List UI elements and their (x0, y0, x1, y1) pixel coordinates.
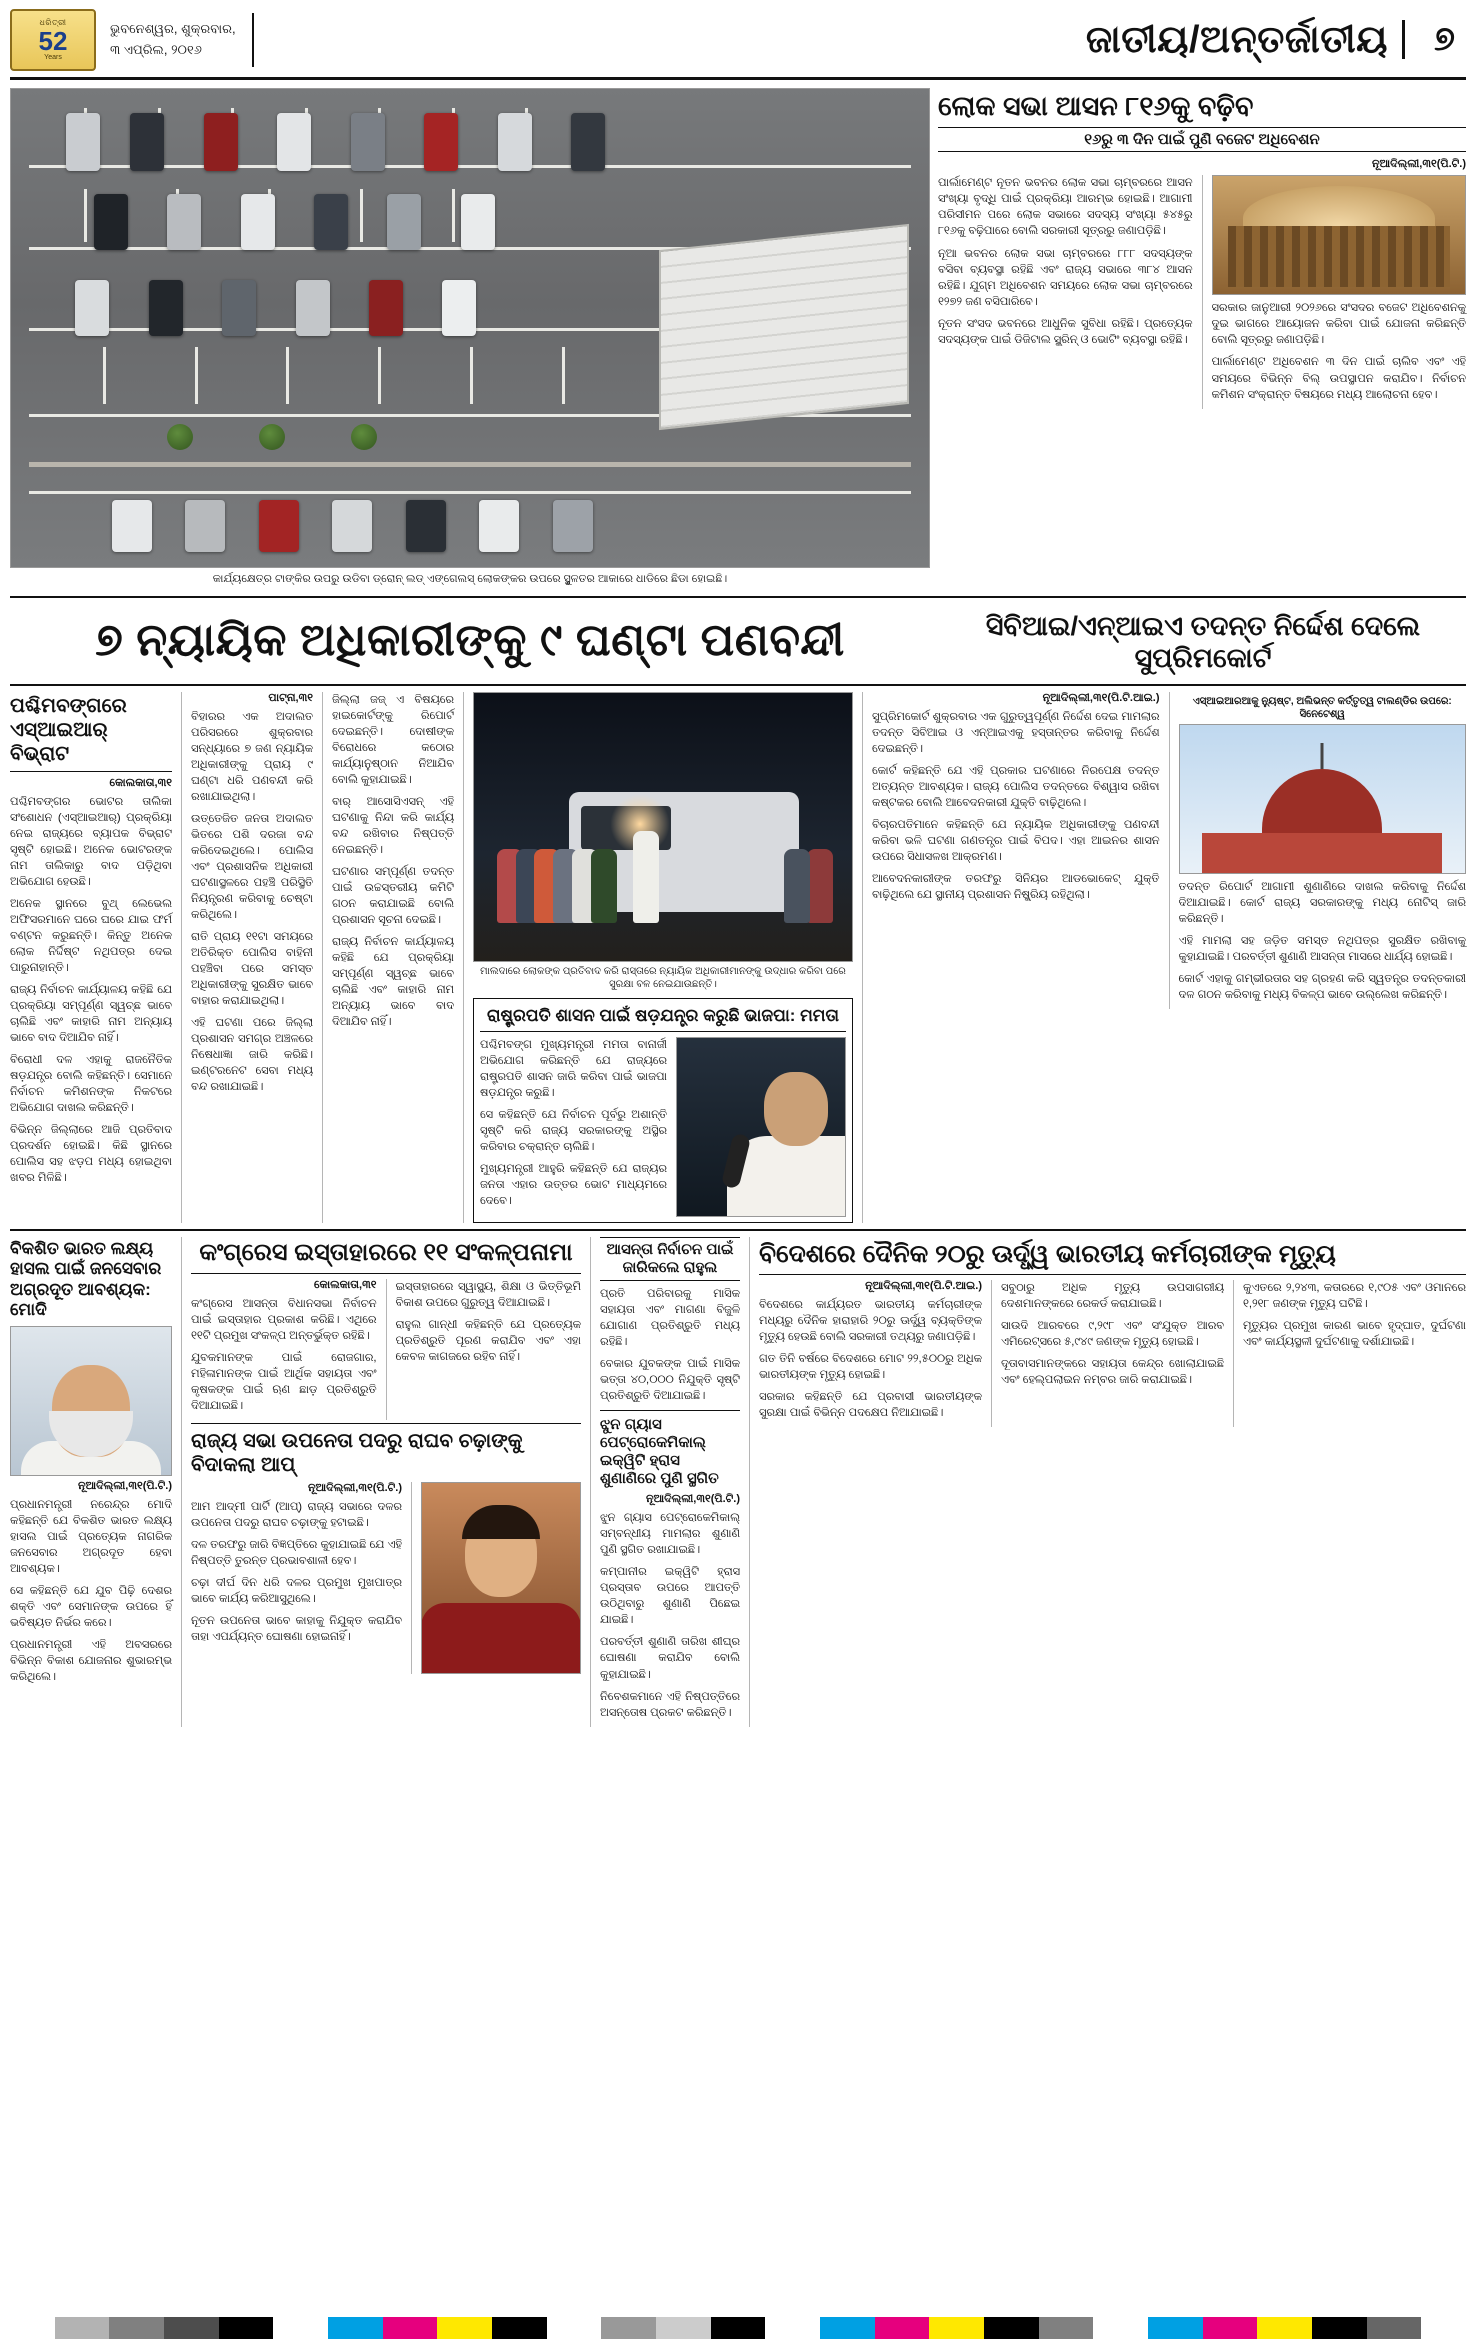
sc-photo-caption: ଏସ୍‌ଆଇଆରଆକୁ ନ୍ୟୁଷ୍ଟ, ଅଲିଭନ୍ତ କର୍ତ୍ତୃତ୍ୱ ଟାଲଣ୍ଡିର ଉପରେ: ସିନେଟେଶ୍ୱ (1192, 695, 1452, 720)
rahul-side-headline: ଆସନ୍ତା ନିର୍ବାଚନ ପାଇଁ ଜାରିକଲେ ରାହୁଲ (606, 1241, 734, 1277)
sc-cbi-col-1 (872, 692, 1160, 1009)
colorbar-segment (383, 2317, 438, 2339)
colorbar-segment (1039, 2317, 1094, 2339)
colorbar-segment (437, 2317, 492, 2339)
sc-cbi-byline: ନୂଆଦିଲ୍ଲୀ,୩୧(ପି.ଟି.ଆଇ.) (1042, 691, 1160, 704)
rescue-night-photo (473, 692, 853, 962)
paragraph: ବେକାର ଯୁବକଙ୍କ ପାଇଁ ମାସିକ ଭତ୍ତା ୪୦,୦୦୦ ନିଯୁକ୍ତି ସୃଷ୍ଟି ପ୍ରତିଶ୍ରୁତି ଦିଆଯାଇଛି। (600, 1358, 740, 1403)
colorbar-segment (765, 2317, 820, 2339)
paragraph: ପାର୍ଲାମେଣ୍ଟ ଅଧିବେଶନ ୩ ଦିନ ପାଇଁ ଚାଲିବ ଏବଂ ଏହି ସମୟରେ ବିଭିନ୍ନ ବିଲ୍‌ ଉପସ୍ଥାପନ କରାଯିବ। ନିର୍ବାଚନ କମିଶନ ସଂକ୍ରାନ୍ତ ବିଷୟରେ ମଧ୍ୟ ଆଲୋଚନା ହେବ। (1211, 356, 1466, 401)
paragraph: ସେ କହିଛନ୍ତି ଯେ ଯୁବ ପିଢ଼ି ଦେଶର ଶକ୍ତି ଏବଂ ସେମାନଙ୍କ ଉପରେ ହିଁ ଭବିଷ୍ୟତ ନିର୍ଭର କରେ। (10, 1584, 172, 1629)
dateline-date: ୩ ଏପ୍ରିଲ, ୨୦୧୬ (110, 41, 202, 57)
middle-zone (10, 692, 1466, 1223)
paragraph: ଉତ୍ତେଜିତ ଜନତା ଅଦାଲତ ଭିତରେ ପଶି ଦରଜା ବନ୍ଦ କରିଦେଇଥିଲେ। ପୋଲିସ ଏବଂ ପ୍ରଶାସନିକ ଅଧିକାରୀ ଘଟଣାସ୍ଥଳରେ ପହଞ୍ଚି ପରିସ୍ଥିତି ନିୟନ୍ତ୍ରଣ କରିବାକୁ ଚେଷ୍ଟା କରିଥିଲେ। (191, 812, 313, 921)
paragraph: ତଦନ୍ତ ରିପୋର୍ଟ ଆଗାମୀ ଶୁଣାଣିରେ ଦାଖଲ କରିବାକୁ ନିର୍ଦ୍ଦେଶ ଦିଆଯାଇଛି। କୋର୍ଟ ରାଜ୍ୟ ସରକାରଙ୍କୁ ମଧ୍ୟ ନୋଟିସ୍‌ ଜାରି କରିଛନ୍ତି। (1178, 880, 1466, 925)
top-area (10, 88, 1466, 592)
hostage-col-1 (181, 692, 313, 1223)
parking-lot-aerial-image (11, 89, 929, 567)
modi-headline: ବିକଶିତ ଭାରତ ଲକ୍ଷ୍ୟ ହାସଲ ପାଇଁ ଜନସେବାର ଅଗ୍ରଦୂତ ଆବଶ୍ୟକ: ମୋଦି (10, 1239, 162, 1320)
hostage-col-2 (322, 692, 454, 1223)
colorbar-segment (1203, 2317, 1258, 2339)
mamata-banerjee-photo (676, 1037, 846, 1217)
paragraph: ପାର୍ଲାମେଣ୍ଟ ନୂତନ ଭବନର ଲୋକ ସଭା ଚାମ୍ବରରେ ଆସନ ସଂଖ୍ୟା ବୃଦ୍ଧି ପାଇଁ ପ୍ରକ୍ରିୟା ଆରମ୍ଭ ହୋଇଛି। ଆଗାମୀ ପରିସୀମନ ପରେ ଲୋକ ସଭାରେ ସଦସ୍ୟ ସଂଖ୍ୟା ୫୪୫ରୁ ୮୧୬କୁ ବଢ଼ିପାରେ ବୋଲି ସରକାରୀ ସୂତ୍ରରୁ ଜଣାପଡ଼ିଛି। (938, 177, 1193, 238)
colorbar-segment (1148, 2317, 1203, 2339)
sc-cbi-headline: ସିବିଆଇ/ଏନ୍‌ଆଇଏ ତଦନ୍ତ ନିର୍ଦ୍ଦେଶ ଦେଲେ ସୁପ୍ରିମକୋର୍ଟ (985, 610, 1421, 674)
paragraph: କୋର୍ଟ କହିଛନ୍ତି ଯେ ଏହି ପ୍ରକାର ଘଟଣାରେ ନିରପେକ୍ଷ ତଦନ୍ତ ଅତ୍ୟନ୍ତ ଆବଶ୍ୟକ। ରାଜ୍ୟ ପୋଲିସ ତଦନ୍ତରେ ବିଶ୍ୱାସ ରଖିବା କଷ୍ଟକର ବୋଲି ଆବେଦନକାରୀ ଯୁକ୍ତି ବାଢ଼ିଥିଲେ। (872, 764, 1160, 809)
congress-col-1 (191, 1279, 377, 1420)
paragraph: ଝୁନ ଗ୍ୟାସ ପେଟ୍ରୋକେମିକାଲ୍‌ ସମ୍ବନ୍ଧୀୟ ମାମଲାର ଶୁଣାଣି ପୁଣି ସ୍ଥଗିତ ରଖାଯାଇଛି। (600, 1512, 740, 1557)
abroad-col-3 (1233, 1280, 1466, 1427)
paragraph: କୋର୍ଟ ଏହାକୁ ଗମ୍ଭୀରତାର ସହ ଗ୍ରହଣ କରି ସ୍ୱତନ୍ତ୍ର ତଦନ୍ତକାରୀ ଦଳ ଗଠନ କରିବାକୁ ମଧ୍ୟ ବିକଳ୍ପ ଭାବେ ଉଲ୍ଲେଖ କରିଛନ୍ତି। (1178, 972, 1466, 1001)
paragraph: ନୂଆ ଭବନର ଲୋକ ସଭା ଚାମ୍ବରରେ ୮୮୮ ସଦସ୍ୟଙ୍କ ବସିବା ବ୍ୟବସ୍ଥା ରହିଛି ଏବଂ ରାଜ୍ୟ ସଭାରେ ୩୮୪ ଆସନ ରହିଛି। ଯୁଗ୍ମ ଅଧିବେଶନ ସମୟରେ ଲୋକ ସଭା ଚାମ୍ବରରେ ୧୨୭୨ ଜଣ ବସିପାରିବେ। (938, 247, 1193, 308)
narendra-modi-photo (10, 1326, 172, 1476)
paragraph: ଆମ ଆଦ୍ମୀ ପାର୍ଟି (ଆପ୍‌) ରାଜ୍ୟ ସଭାରେ ଦଳର ଉପନେତା ପଦରୁ ରାଘବ ଚଢ଼ାଙ୍କୁ ହଟାଇଛି। (191, 1501, 402, 1530)
paragraph: ଜିଲ୍ଲା ଜଜ୍‌ ଏ ବିଷୟରେ ହାଇକୋର୍ଟଙ୍କୁ ରିପୋର୍ଟ ଦେଇଛନ୍ତି। ଦୋଷୀଙ୍କ ବିରୋଧରେ କଠୋର କାର୍ଯ୍ୟାନୁଷ୍ଠାନ ନିଆଯିବ ବୋଲି କୁହାଯାଇଛି। (332, 693, 454, 786)
paragraph: ସବୁଠାରୁ ଅଧିକ ମୃତ୍ୟୁ ଉପସାଗରୀୟ ଦେଶମାନଙ୍କରେ ରେକର୍ଡ କରାଯାଇଛି। (1001, 1282, 1224, 1311)
colorbar-segment (929, 2317, 984, 2339)
petro-headline: ଝୁନ ଗ୍ୟାସ ପେଟ୍ରୋକେମିକାଲ୍‌ ଇକ୍ୱିଟି ହ୍ରାସ ଶୁଣାଣିରେ ପୁଣି ସ୍ଥଗିତ (600, 1416, 719, 1488)
paragraph: ଘଟଣାର ସମ୍ପୂର୍ଣ୍ଣ ତଦନ୍ତ ପାଇଁ ଉଚ୍ଚସ୍ତରୀୟ କମିଟି ଗଠନ କରାଯାଇଛି ବୋଲି ପ୍ରଶାସନ ସୂଚନା ଦେଇଛି। (332, 865, 454, 927)
colorbar-segment (1312, 2317, 1367, 2339)
rahul-petro-col (590, 1237, 740, 1727)
colorbar-segment (273, 2317, 328, 2339)
lok-sabha-col-2 (1202, 175, 1467, 408)
abroad-deaths-story (749, 1237, 1466, 1727)
paragraph: ପରବର୍ତ୍ତୀ ଶୁଣାଣି ତାରିଖ ଶୀଘ୍ର ଘୋଷଣା କରାଯିବ ବୋଲି କୁହାଯାଇଛି। (600, 1636, 740, 1681)
abroad-deaths-headline: ବିଦେଶରେ ଦୈନିକ ୨୦ରୁ ଊର୍ଦ୍ଧ୍ୱ ଭାରତୀୟ କର୍ମଚାରୀଙ୍କ ମୃତ୍ୟୁ (759, 1240, 1336, 1269)
colorbar-segment (1257, 2317, 1312, 2339)
aap-text-col (191, 1482, 402, 1674)
paragraph: ପଶ୍ଚିମବଙ୍ଗର ଭୋଟର ତାଲିକା ସଂଶୋଧନ (ଏସ୍‌ଆଇଆର୍‌) ପ୍ରକ୍ରିୟା ନେଇ ରାଜ୍ୟରେ ବ୍ୟାପକ ବିଭ୍ରାଟ ସୃଷ୍ଟି ହୋଇଛି। ଅନେକ ଭୋଟରଙ୍କ ନାମ ତାଲିକାରୁ ବାଦ ପଡ଼ିଥିବା ଅଭିଯୋଗ ହେଉଛି। (10, 795, 172, 888)
colorbar-segment (656, 2317, 711, 2339)
paragraph: ଆବେଦନକାରୀଙ୍କ ତରଫରୁ ସିନିୟର ଆଡଭୋକେଟ୍‌ ଯୁକ୍ତି ବାଢ଼ିଥିଲେ ଯେ ସ୍ଥାନୀୟ ପ୍ରଶାସନ ନିଷ୍କ୍ରିୟ ରହିଥିଲା। (872, 872, 1160, 901)
supreme-court-photo (1179, 724, 1467, 874)
modi-byline: ନୂଆଦିଲ୍ଲୀ,୩୧(ପି.ଟି.) (77, 1479, 172, 1492)
paragraph: ନିବେଶକମାନେ ଏହି ନିଷ୍ପତ୍ତିରେ ଅସନ୍ତୋଷ ପ୍ରକଟ କରିଛନ୍ତି। (600, 1690, 740, 1719)
colorbar-segment (55, 2317, 110, 2339)
colorbar-segment (492, 2317, 547, 2339)
paragraph: ପ୍ରଧାନମନ୍ତ୍ରୀ ଏହି ଅବସରରେ ବିଭିନ୍ନ ବିକାଶ ଯୋଜନାର ଶୁଭାରମ୍ଭ କରିଥିଲେ। (10, 1638, 172, 1683)
aap-headline: ରାଜ୍ୟ ସଭା ଉପନେତା ପଦରୁ ରାଘବ ଚଢ଼ାଙ୍କୁ ବିଦାକଲା ଆପ୍‌ (191, 1430, 523, 1477)
abroad-byline: ନୂଆଦିଲ୍ଲୀ,୩୧(ପି.ଟି.ଆଇ.) (865, 1280, 982, 1293)
paragraph: ନୂତନ ଉପନେତା ଭାବେ କାହାକୁ ନିଯୁକ୍ତ କରାଯିବ ତାହା ଏପର୍ଯ୍ୟନ୍ତ ଘୋଷଣା ହୋଇନାହିଁ। (191, 1615, 402, 1644)
parliament-chamber-photo (1212, 175, 1467, 295)
paragraph: କୁଏତରେ ୨,୨୪୩, କତାରରେ ୧,୯୦୫ ଏବଂ ଓମାନରେ ୧,୨୧୮ ଜଣଙ୍କ ମୃତ୍ୟୁ ଘଟିଛି। (1243, 1282, 1466, 1311)
lok-sabha-byline: ନୂଆଦିଲ୍ଲୀ,୩୧(ପି.ଟି.) (1371, 158, 1466, 171)
colorbar-segment (547, 2317, 602, 2339)
congress-aap-block (181, 1237, 581, 1727)
paragraph: ଗତ ତିନି ବର୍ଷରେ ବିଦେଶରେ ମୋଟ ୨୨,୫୦୦ରୁ ଅଧିକ ଭାରତୀୟଙ୍କ ମୃତ୍ୟୁ ହୋଇଛି। (759, 1353, 982, 1382)
paragraph: ନୂତନ ସଂସଦ ଭବନରେ ଆଧୁନିକ ସୁବିଧା ରହିଛି। ପ୍ରତ୍ୟେକ ସଦସ୍ୟଙ୍କ ପାଇଁ ଡିଜିଟାଲ ସ୍କ୍ରିନ୍‌ ଓ ଭୋଟିଂ ବ୍ୟବସ୍ଥା ରହିଛି। (938, 317, 1193, 346)
colorbar-segment (328, 2317, 383, 2339)
sc-cbi-story (862, 692, 1466, 1223)
colorbar-segment (875, 2317, 930, 2339)
paragraph: ପଶ୍ଚିମବଙ୍ଗ ମୁଖ୍ୟମନ୍ତ୍ରୀ ମମତା ବାନାର୍ଜୀ ଅଭିଯୋଗ କରିଛନ୍ତି ଯେ ରାଜ୍ୟରେ ରାଷ୍ଟ୍ରପତି ଶାସନ ଜାରି କରିବା ପାଇଁ ଭାଜପା ଷଡ଼ଯନ୍ତ୍ର କରୁଛି। (480, 1039, 667, 1100)
abroad-col-1 (759, 1280, 982, 1427)
page-number: ୭ (1402, 20, 1466, 59)
paragraph: ପ୍ରଧାନମନ୍ତ୍ରୀ ନରେନ୍ଦ୍ର ମୋଦି କହିଛନ୍ତି ଯେ ବିକଶିତ ଭାରତ ଲକ୍ଷ୍ୟ ହାସଲ ପାଇଁ ପ୍ରତ୍ୟେକ ନାଗରିକ ଜନସେବାର ଅଗ୍ରଦୂତ ହେବା ଆବଶ୍ୟକ। (10, 1498, 172, 1575)
lead-photo-block (10, 88, 930, 592)
paragraph: ବିହାରର ଏକ ଅଦାଲତ ପରିସରରେ ଶୁକ୍ରବାର ସନ୍ଧ୍ୟାରେ ୭ ଜଣ ନ୍ୟାୟିକ ଅଧିକାରୀଙ୍କୁ ପ୍ରାୟ ୯ ଘଣ୍ଟା ଧରି ପଣବନ୍ଦୀ କରି ରଖାଯାଇଥିଲା। (191, 710, 313, 803)
hostage-byline: ପାଟ୍‌ନା,୩୧ (268, 691, 313, 704)
wb-sir-byline: କୋଲକାତା,୩୧ (109, 776, 172, 789)
lok-sabha-col-1 (938, 175, 1193, 408)
lok-sabha-headline: ଲୋକ ସଭା ଆସନ ୮୧୬କୁ ବଢ଼ିବ (938, 91, 1254, 121)
colorbar-segment (1367, 2317, 1422, 2339)
colorbar-segment (164, 2317, 219, 2339)
wb-sir-story (10, 692, 172, 1223)
paragraph: ସରକାର କହିଛନ୍ତି ଯେ ପ୍ରବାସୀ ଭାରତୀୟଙ୍କ ସୁରକ୍ଷା ପାଇଁ ବିଭିନ୍ନ ପଦକ୍ଷେପ ନିଆଯାଇଛି। (759, 1391, 982, 1420)
paragraph: ସାଉଦି ଆରବରେ ୯,୨୯୮ ଏବଂ ସଂଯୁକ୍ତ ଆରବ ଏମିରେଟ୍‌ସରେ ୫,୯୪୯ ଜଣଙ୍କ ମୃତ୍ୟୁ ହୋଇଛି। (1001, 1320, 1224, 1349)
paragraph: ରାଜ୍ୟ ନିର୍ବାଚନ କାର୍ଯ୍ୟାଳୟ କହିଛି ଯେ ପ୍ରକ୍ରିୟା ସମ୍ପୂର୍ଣ୍ଣ ସ୍ୱଚ୍ଛ ଭାବେ ଚାଲିଛି ଏବଂ କାହାରି ନାମ ଅନ୍ୟାୟ ଭାବେ ବାଦ ଦିଆଯିବ ନାହିଁ। (332, 936, 454, 1029)
congress-headline: କଂଗ୍ରେସ ଇସ୍ତାହାରରେ ୧୧ ସଂକଳ୍ପନାମା (199, 1239, 573, 1267)
dateline (110, 13, 254, 67)
paragraph: ପ୍ରତି ପରିବାରକୁ ମାସିକ ସହାୟତା ଏବଂ ମାଗଣା ବିଜୁଳି ଯୋଗାଣ ପ୍ରତିଶ୍ରୁତି ମଧ୍ୟ ରହିଛି। (600, 1288, 740, 1349)
colorbar-segment (601, 2317, 656, 2339)
paragraph: ବିରୋଧୀ ଦଳ ଏହାକୁ ରାଜନୈତିକ ଷଡ଼ଯନ୍ତ୍ର ବୋଲି କହିଛନ୍ତି। ସେମାନେ ନିର୍ବାଚନ କମିଶନଙ୍କ ନିକଟରେ ଅଭିଯୋଗ ଦାଖଲ କରିଛନ୍ତି। (10, 1054, 172, 1115)
masthead (10, 8, 1466, 80)
lead-photo-caption: କାର୍ଯ୍ୟକ୍ଷେତ୍ର ଟାଙ୍କିର ଉପରୁ ଉଡିବା ଡ୍ରୋନ୍‌ ଲଡ୍‌ ଏଙ୍ଗେଲସ୍‌ ଲୋକଙ୍କର ଉପରେ ସ୍ଥୁଳତର ଆକାରେ ଧାଡିରେ ଛିଡା ହୋଇଛି। (212, 573, 728, 585)
lower-zone (10, 1237, 1466, 1727)
sc-cbi-col-2 (1169, 692, 1467, 1009)
paragraph: ସୁପ୍ରିମକୋର୍ଟ ଶୁକ୍ରବାର ଏକ ଗୁରୁତ୍ୱପୂର୍ଣ୍ଣ ନିର୍ଦ୍ଦେଶ ଦେଇ ମାମଲାର ତଦନ୍ତ ସିବିଆଇ ଓ ଏନ୍‌ଆଇଏକୁ ହସ୍ତାନ୍ତର କରିବାକୁ ନିର୍ଦ୍ଦେଶ ଦେଇଛନ୍ତି। (872, 710, 1160, 755)
wb-sir-headline: ପଶ୍ଚିମବଙ୍ଗରେ ଏସ୍‌ଆଇଆର୍‌ ବିଭ୍ରାଟ (10, 694, 127, 765)
dateline-place: ଭୁବନେଶ୍ୱର, ଶୁକ୍ରବାର, (110, 21, 236, 37)
paragraph: ବାର୍‌ ଆସୋସିଏସନ୍‌ ଏହି ଘଟଣାକୁ ନିନ୍ଦା କରି କାର୍ଯ୍ୟ ବନ୍ଦ ରଖିବାର ନିଷ୍ପତ୍ତି ନେଇଛନ୍ତି। (332, 795, 454, 856)
paragraph: ରାହୁଲ ଗାନ୍ଧୀ କହିଛନ୍ତି ଯେ ପ୍ରତ୍ୟେକ ପ୍ରତିଶ୍ରୁତି ପୂରଣ କରାଯିବ ଏବଂ ଏହା କେବଳ କାଗଜରେ ରହିବ ନାହିଁ। (395, 1318, 581, 1363)
mamata-photo-col (676, 1037, 846, 1217)
mamata-text-col (480, 1037, 667, 1217)
logo-anniversary-number: 52 (38, 26, 68, 56)
lok-sabha-story (938, 88, 1466, 592)
mamata-headline: ରାଷ୍ଟ୍ରପତି ଶାସନ ପାଇଁ ଷଡ଼ଯନ୍ତ୍ର କରୁଛି ଭାଜପା: ମମତା (486, 1005, 840, 1025)
colorbar-segment (984, 2317, 1039, 2339)
colorbar-segment (1093, 2317, 1148, 2339)
paragraph: ବିଚାରପତିମାନେ କହିଛନ୍ତି ଯେ ନ୍ୟାୟିକ ଅଧିକାରୀଙ୍କୁ ପଣବନ୍ଦୀ କରିବା ଭଳି ଘଟଣା ଗଣତନ୍ତ୍ର ପାଇଁ ବିପଦ। ଏହା ଆଇନର ଶାସନ ଉପରେ ସିଧାସଳଖ ଆକ୍ରମଣ। (872, 818, 1160, 863)
aap-photo-col (411, 1482, 581, 1674)
paragraph: ଦଳ ତରଫରୁ ଜାରି ବିଜ୍ଞପ୍ତିରେ କୁହାଯାଇଛି ଯେ ଏହି ନିଷ୍ପତ୍ତି ତୁରନ୍ତ ପ୍ରଭାବଶାଳୀ ହେବ। (191, 1539, 402, 1568)
paragraph: ଇସ୍ତାହାରରେ ସ୍ୱାସ୍ଥ୍ୟ, ଶିକ୍ଷା ଓ ଭିତ୍ତିଭୂମି ବିକାଶ ଉପରେ ଗୁରୁତ୍ୱ ଦିଆଯାଇଛି। (395, 1280, 581, 1309)
colorbar-segment (109, 2317, 164, 2339)
raghav-chadha-photo (421, 1482, 581, 1674)
paragraph: ରାତି ପ୍ରାୟ ୧୧ଟା ସମୟରେ ଅତିରିକ୍ତ ପୋଲିସ ବାହିନୀ ପହଞ୍ଚିବା ପରେ ସମସ୍ତ ଅଧିକାରୀଙ୍କୁ ସୁରକ୍ଷିତ ଭାବେ ବାହାର କରାଯାଇଥିଲା। (191, 931, 313, 1008)
print-registration-colorbar (0, 2317, 1476, 2339)
mamata-box (473, 998, 853, 1223)
paragraph: ସେ କହିଛନ୍ତି ଯେ ନିର୍ବାଚନ ପୂର୍ବରୁ ଅଶାନ୍ତି ସୃଷ୍ଟି କରି ରାଜ୍ୟ ସରକାରଙ୍କୁ ଅସ୍ଥିର କରିବାର ଚକ୍ରାନ୍ତ ଚାଲିଛି। (480, 1109, 667, 1154)
paragraph: ମୁଖ୍ୟମନ୍ତ୍ରୀ ଆହୁରି କହିଛନ୍ତି ଯେ ରାଜ୍ୟର ଜନତା ଏହାର ଉତ୍ତର ଭୋଟ ମାଧ୍ୟମରେ ଦେବେ। (480, 1163, 667, 1208)
aap-byline: ନୂଆଦିଲ୍ଲୀ,୩୧(ପି.ଟି.) (307, 1482, 402, 1495)
paragraph: ବିଭିନ୍ନ ଜିଲ୍ଲାରେ ଆଜି ପ୍ରତିବାଦ ପ୍ରଦର୍ଶନ ହୋଇଛି। କିଛି ସ୍ଥାନରେ ପୋଲିସ ସହ ଝଡ଼ପ ମଧ୍ୟ ହୋଇଥିବା ଖବର ମିଳିଛି। (10, 1124, 172, 1185)
paragraph: ମୃତ୍ୟୁର ପ୍ରମୁଖ କାରଣ ଭାବେ ହୃଦ୍‌ଘାତ, ଦୁର୍ଘଟଣା ଏବଂ କାର୍ଯ୍ୟସ୍ଥଳୀ ଦୁର୍ଘଟଣାକୁ ଦର୍ଶାଯାଇଛି। (1243, 1320, 1466, 1349)
paragraph: କଂଗ୍ରେସ ଆସନ୍ତା ବିଧାନସଭା ନିର୍ବାଚନ ପାଇଁ ଇସ୍ତାହାର ପ୍ରକାଶ କରିଛି। ଏଥିରେ ୧୧ଟି ପ୍ରମୁଖ ସଂକଳ୍ପ ଅନ୍ତର୍ଭୁକ୍ତ ରହିଛି। (191, 1297, 377, 1342)
lok-sabha-kicker: ୧୬ରୁ ୩ ଦିନ ପାଇଁ ପୁଣି ବଜେଟ ଅଧିବେଶନ (938, 127, 1466, 152)
paragraph: ଏହି ଘଟଣା ପରେ ଜିଲ୍ଲା ପ୍ରଶାସନ ସମଗ୍ର ଅଞ୍ଚଳରେ ନିଷେଧାଜ୍ଞା ଜାରି କରିଛି। ଇଣ୍ଟରନେଟ ସେବା ମଧ୍ୟ ବନ୍ଦ ରଖାଯାଇଛି। (191, 1017, 313, 1094)
paragraph: ଚଢ଼ା ଦୀର୍ଘ ଦିନ ଧରି ଦଳର ପ୍ରମୁଖ ମୁଖପାତ୍ର ଭାବେ କାର୍ଯ୍ୟ କରିଆସୁଥିଲେ। (191, 1577, 402, 1606)
lead-photo (10, 88, 930, 568)
paragraph: ଯୁବକମାନଙ୍କ ପାଇଁ ରୋଜଗାର, ମହିଳାମାନଙ୍କ ପାଇଁ ଆର୍ଥିକ ସହାୟତା ଏବଂ କୃଷକଙ୍କ ପାଇଁ ଋଣ ଛାଡ଼ ପ୍ରତିଶ୍ରୁତି ଦିଆଯାଇଛି। (191, 1351, 377, 1412)
logo-title: ଧରିତ୍ରୀ (39, 18, 67, 27)
paragraph: ଏହି ମାମଲା ସହ ଜଡ଼ିତ ସମସ୍ତ ନଥିପତ୍ର ସୁରକ୍ଷିତ ରଖିବାକୁ କୁହାଯାଇଛି। ପରବର୍ତ୍ତୀ ଶୁଣାଣି ଆସନ୍ତା ମାସରେ ଧାର୍ଯ୍ୟ ହୋଇଛି। (1178, 934, 1466, 963)
paragraph: ସରକାର ଜାନୁଆରୀ ୨୦୨୬ରେ ସଂସଦର ବଜେଟ ଅଧିବେଶନକୁ ଦୁଇ ଭାଗରେ ଆୟୋଜନ କରିବା ପାଇଁ ଯୋଜନା କରିଛନ୍ତି ବୋଲି ସୂତ୍ରରୁ ଜଣାପଡ଼ିଛି। (1211, 302, 1466, 347)
colorbar-segment (1421, 2317, 1476, 2339)
colorbar-segment (219, 2317, 274, 2339)
paragraph: ଦୂତାବାସମାନଙ୍କରେ ସହାୟତା କେନ୍ଦ୍ର ଖୋଲାଯାଇଛି ଏବଂ ହେଲ୍ପଲାଇନ ନମ୍ବର ଜାରି କରାଯାଇଛି। (1001, 1358, 1224, 1387)
modi-box (10, 1237, 172, 1727)
colorbar-segment (820, 2317, 875, 2339)
petro-byline: ନୂଆଦିଲ୍ଲୀ,୩୧(ପି.ଟି.) (645, 1493, 740, 1506)
logo-years-label: Years (44, 54, 62, 61)
hostage-photo-col (463, 692, 853, 1223)
abroad-col-2 (991, 1280, 1224, 1427)
colorbar-segment (711, 2317, 766, 2339)
publication-logo (10, 9, 96, 71)
paragraph: ବିଦେଶରେ କାର୍ଯ୍ୟରତ ଭାରତୀୟ କର୍ମଚାରୀଙ୍କ ମଧ୍ୟରୁ ଦୈନିକ ହାରାହାରି ୨୦ରୁ ଊର୍ଦ୍ଧ୍ୱ ବ୍ୟକ୍ତିଙ୍କ ମୃତ୍ୟୁ ହେଉଛି ବୋଲି ସରକାରୀ ତଥ୍ୟରୁ ଜଣାପଡ଼ିଛି। (759, 1299, 982, 1344)
paragraph: ଅନେକ ସ୍ଥାନରେ ବୁଥ୍‌ ଲେଭେଲ ଅଫିସରମାନେ ଘରେ ଘରେ ଯାଇ ଫର୍ମ ବଣ୍ଟନ କରୁଛନ୍ତି। କିନ୍ତୁ ଅନେକ ଲୋକ ନିର୍ଦ୍ଦିଷ୍ଟ ନଥିପତ୍ର ଦେଇ ପାରୁନାହାନ୍ତି। (10, 897, 172, 974)
congress-byline: କୋଲକାତା,୩୧ (313, 1278, 377, 1291)
paragraph: ରାଜ୍ୟ ନିର୍ବାଚନ କାର୍ଯ୍ୟାଳୟ କହିଛି ଯେ ପ୍ରକ୍ରିୟା ସମ୍ପୂର୍ଣ୍ଣ ସ୍ୱଚ୍ଛ ଭାବେ ଚାଲିଛି ଏବଂ କାହାରି ନାମ ଅନ୍ୟାୟ ଭାବେ ବାଦ ଦିଆଯିବ ନାହିଁ। (10, 983, 172, 1045)
congress-col-2 (386, 1279, 582, 1420)
rescue-photo-caption: ମାଲଦାରେ ଲୋକଙ୍କ ପ୍ରତିବାଦ କରି ରାସ୍ତାରେ ନ୍ୟାୟିକ ଅଧିକାରୀମାନଙ୍କୁ ଉଦ୍ଧାର କରିବା ପରେ ସୁରକ୍ଷା ବଳ ନେଇଯାଉଛନ୍ତି। (480, 965, 846, 990)
main-headline: ୭ ନ୍ୟାୟିକ ଅଧିକାରୀଙ୍କୁ ୯ ଘଣ୍ଟା ପଣବନ୍ଦୀ (95, 613, 845, 665)
paragraph: କମ୍ପାନୀର ଇକ୍ୱିଟି ହ୍ରାସ ପ୍ରସ୍ତାବ ଉପରେ ଆପତ୍ତି ଉଠିଥିବାରୁ ଶୁଣାଣି ପିଛେଇ ଯାଇଛି। (600, 1566, 740, 1627)
section-title: ଜାତୀୟ/ଅନ୍ତର୍ଜାତୀୟ (1085, 18, 1388, 61)
colorbar-segment (0, 2317, 55, 2339)
